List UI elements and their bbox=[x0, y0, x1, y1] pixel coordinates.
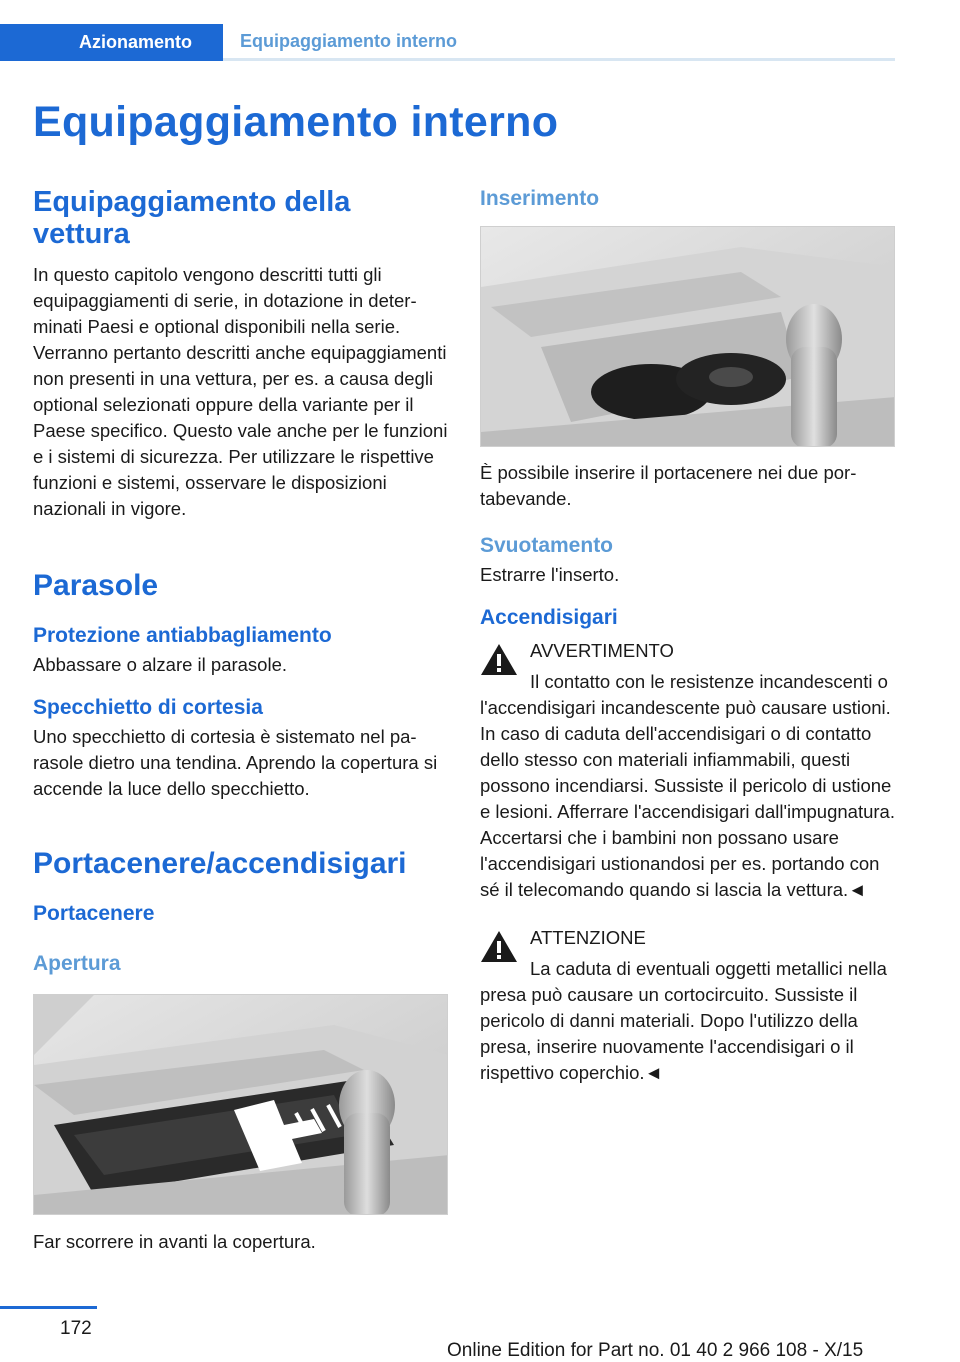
ashtray-opening-illustration bbox=[33, 994, 448, 1215]
subsection-title-apertura: Apertura bbox=[33, 952, 121, 975]
subsection-title-protezione: Protezione antiabbagliamento bbox=[33, 624, 332, 647]
tab-equipaggiamento-interno[interactable]: Equipaggiamento interno bbox=[240, 31, 458, 51]
page-header bbox=[0, 24, 895, 62]
subsection-title-specchietto: Specchietto di cortesia bbox=[33, 696, 263, 719]
footer-rule bbox=[0, 1306, 97, 1309]
ashtray-insert-illustration bbox=[480, 226, 895, 447]
warning-block-attenzione bbox=[480, 925, 896, 951]
protezione-text: Abbassare o alzare il parasole. bbox=[33, 654, 288, 675]
subsection-title-accendisigari: Accendisigari bbox=[480, 606, 618, 629]
edition-note: Online Edition for Part no. 01 40 2 966 108 - X/15 bbox=[447, 1340, 864, 1361]
right-column bbox=[480, 185, 896, 1086]
warning-text: Il contatto con le resistenze incandescenti o l'accendisigari incandescente può causare ustioni. In caso di caduta dell'accendisigari o di contatto dello stesso con materiali infiammabili, questi possono incendiarsi. Sussiste il pericolo di ustione e lesioni. Afferrare l'accendisigari dall'impugnatura. Accertarsi che i bambini non possano usare l'accendisigari ustionandosi per es. portando con sé il telecomando quando si lascia la vettura.◄ bbox=[480, 671, 895, 900]
page-number: 172 bbox=[60, 1318, 92, 1339]
section-title-portacenere-accendisigari: Portacenere/accendisigari bbox=[33, 847, 407, 880]
section-title-equipaggiamento-vettura: Equipaggiamento della vettura bbox=[33, 186, 351, 250]
subsection-title-inserimento: Inserimento bbox=[480, 187, 600, 210]
warning-block-avvertimento bbox=[480, 638, 896, 664]
page-title: Equipaggiamento interno bbox=[33, 98, 559, 146]
inserimento-caption: È possibile inserire il portacenere nei due portabevande. bbox=[480, 462, 857, 509]
subsection-title-svuotamento: Svuotamento bbox=[480, 534, 614, 557]
apertura-caption: Far scorrere in avanti la copertura. bbox=[33, 1231, 316, 1252]
warning-label: AVVERTIMENTO bbox=[530, 640, 674, 661]
tab-azionamento[interactable]: Azionamento bbox=[0, 24, 223, 61]
caution-text: La caduta di eventuali oggetti metallici nella presa può causare un cortocircuito. Sussiste il pericolo di danni materiali. Dopo l'utilizzo della presa, inserire nuovamente l'accendisigari o il rispettivo coperchio.◄ bbox=[480, 958, 887, 1083]
subsection-title-portacenere: Portacenere bbox=[33, 902, 155, 925]
warning-triangle-icon bbox=[480, 929, 518, 963]
caution-label: ATTENZIONE bbox=[530, 927, 646, 948]
section-title-parasole: Parasole bbox=[33, 569, 159, 602]
intro-paragraph: In questo capitolo vengono descritti tutti gli equipaggiamenti di serie, in dotazione in determinati Paesi e optional disponibili nella serie. Verranno pertanto descritti anche equipaggiamenti non presenti in una vettura, per es. a causa degli optional selezionati oppure della variante per il Paese specifico. Questo vale anche per le funzioni e i sistemi di sicurezza. Per utilizzare le rispettive funzioni e sistemi, osservare le disposizioni nazionali in vigore. bbox=[33, 264, 448, 519]
svuotamento-text: Estrarre l'inserto. bbox=[480, 564, 620, 585]
specchietto-text: Uno specchietto di cortesia è sistemato nel parasole dietro una tendina. Aprendo la copertura si accende la luce dello specchietto. bbox=[33, 726, 438, 799]
warning-triangle-icon bbox=[480, 642, 518, 676]
left-column bbox=[33, 186, 451, 1255]
